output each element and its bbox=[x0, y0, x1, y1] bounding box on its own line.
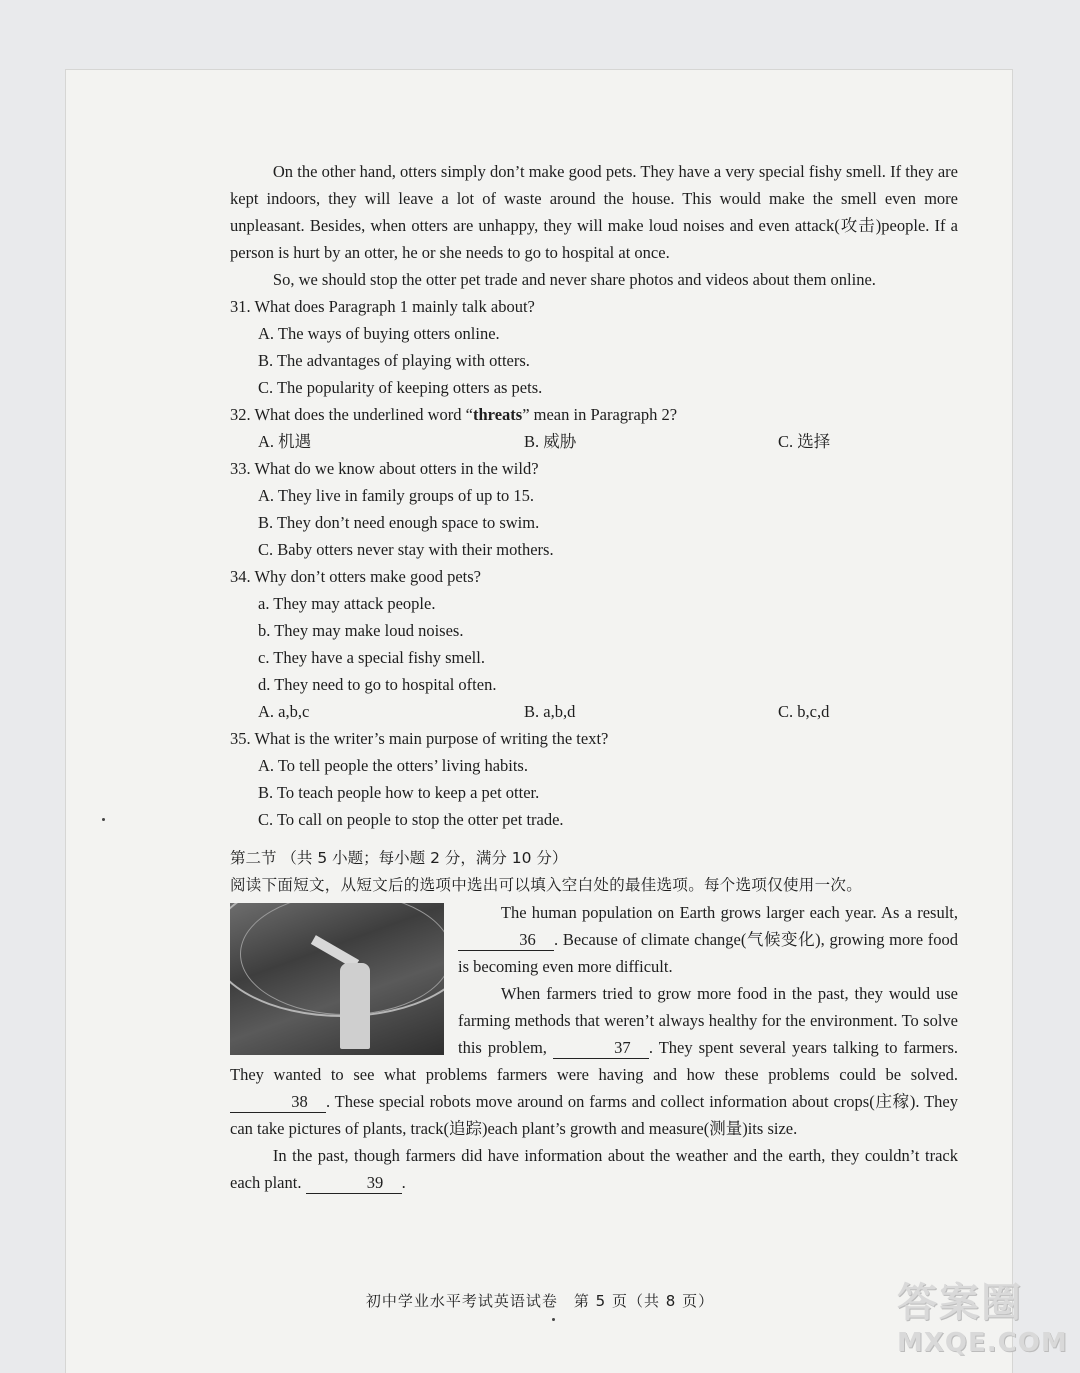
option-b: B. To teach people how to keep a pet otter. bbox=[258, 783, 540, 802]
passage-paragraph: So, we should stop the otter pet trade and never share photos and videos about them online. bbox=[272, 270, 876, 289]
option-b: B. a,b,d bbox=[524, 702, 576, 721]
option-b: B. They don’t need enough space to swim. bbox=[258, 513, 540, 532]
greenhouse-robot-photo bbox=[230, 903, 444, 1055]
cloze-paragraph-3: In the past, though farmers did have information about the weather and the earth, they couldn’t track each plant. 39 . bbox=[230, 1146, 958, 1192]
question-31 bbox=[230, 293, 958, 401]
page-footer: 初中学业水平考试英语试卷 第 5 页（共 8 页） bbox=[365, 1292, 715, 1310]
option-b: B. 威胁 bbox=[524, 432, 577, 451]
option-a: A. To tell people the otters’ living habits. bbox=[258, 756, 528, 775]
question-stem: 33. What do we know about otters in the wild? bbox=[230, 459, 539, 478]
option-c: C. b,c,d bbox=[778, 702, 830, 721]
option-a: A. They live in family groups of up to 15. bbox=[258, 486, 535, 505]
item-a: a. They may attack people. bbox=[258, 594, 436, 613]
cloze-paragraph-2: When farmers tried to grow more food in the past, they would use farming methods that weren’t always healthy for the environment. To solve this problem, 37 . They spent several years talking to farmers. They wanted to see what problems farmers were having and how these problems could be solved. 38 . These special robots move around on farms and collect information about crops(庄稼). They can take pictures of plants, track(追踪)each plant’s growth and measure(测量)its size. bbox=[230, 984, 958, 1138]
option-c: C. Baby otters never stay with their mothers. bbox=[258, 540, 554, 559]
blank-37[interactable]: 37 bbox=[553, 1038, 649, 1059]
question-34 bbox=[230, 563, 958, 725]
page-content bbox=[230, 158, 958, 1196]
question-stem: 35. What is the writer’s main purpose of writing the text? bbox=[230, 729, 609, 748]
option-row bbox=[230, 698, 958, 725]
option-a: A. 机遇 bbox=[258, 432, 312, 451]
option-c: C. The popularity of keeping otters as pets. bbox=[258, 378, 543, 397]
item-c: c. They have a special fishy smell. bbox=[258, 648, 485, 667]
option-a: A. The ways of buying otters online. bbox=[258, 324, 500, 343]
item-d: d. They need to go to hospital often. bbox=[258, 675, 497, 694]
bold-word: threats bbox=[473, 405, 523, 424]
scan-speck bbox=[102, 818, 105, 821]
watermark-logo: 答案圈 bbox=[897, 1280, 1023, 1326]
stem-text: 32. What does the underlined word “ bbox=[230, 405, 474, 424]
stem-text: ” mean in Paragraph 2? bbox=[522, 405, 678, 424]
option-b: B. The advantages of playing with otters. bbox=[258, 351, 530, 370]
question-stem: 34. Why don’t otters make good pets? bbox=[230, 567, 481, 586]
blank-38[interactable]: 38 bbox=[230, 1092, 326, 1113]
watermark bbox=[897, 1271, 1068, 1359]
option-c: C. 选择 bbox=[778, 432, 831, 451]
watermark-url: MXQE.COM bbox=[897, 1328, 1068, 1358]
cloze-paragraph-1: The human population on Earth grows larger each year. As a result, 36 . Because of climate change(气候变化), growing more food is becoming even more difficult. bbox=[458, 903, 958, 976]
passage-paragraph: On the other hand, otters simply don’t make good pets. They have a very special fishy smell. If they are kept indoors, they will leave a lot of waste around the house. This would make the smell even more unpleasant. Besides, when otters are unhappy, they will make loud noises and even attack(攻击)people. If a person is hurt by an otter, he or she needs to go to hospital at once. bbox=[230, 162, 958, 262]
question-32 bbox=[230, 401, 958, 455]
option-a: A. a,b,c bbox=[258, 702, 310, 721]
blank-36[interactable]: 36 bbox=[458, 930, 554, 951]
option-c: C. To call on people to stop the otter pet trade. bbox=[258, 810, 564, 829]
section-instruction: 阅读下面短文，从短文后的选项中选出可以填入空白处的最佳选项。每个选项仅使用一次。 bbox=[230, 876, 863, 894]
scan-speck bbox=[552, 1318, 555, 1321]
section-title: 第二节 （共 5 小题；每小题 2 分，满分 10 分） bbox=[230, 849, 568, 867]
option-row bbox=[230, 428, 958, 455]
item-b: b. They may make loud noises. bbox=[258, 621, 464, 640]
question-33 bbox=[230, 455, 958, 563]
question-35 bbox=[230, 725, 958, 833]
blank-39[interactable]: 39 bbox=[306, 1173, 402, 1194]
question-stem: 31. What does Paragraph 1 mainly talk about? bbox=[230, 297, 535, 316]
question-stem bbox=[230, 401, 958, 428]
